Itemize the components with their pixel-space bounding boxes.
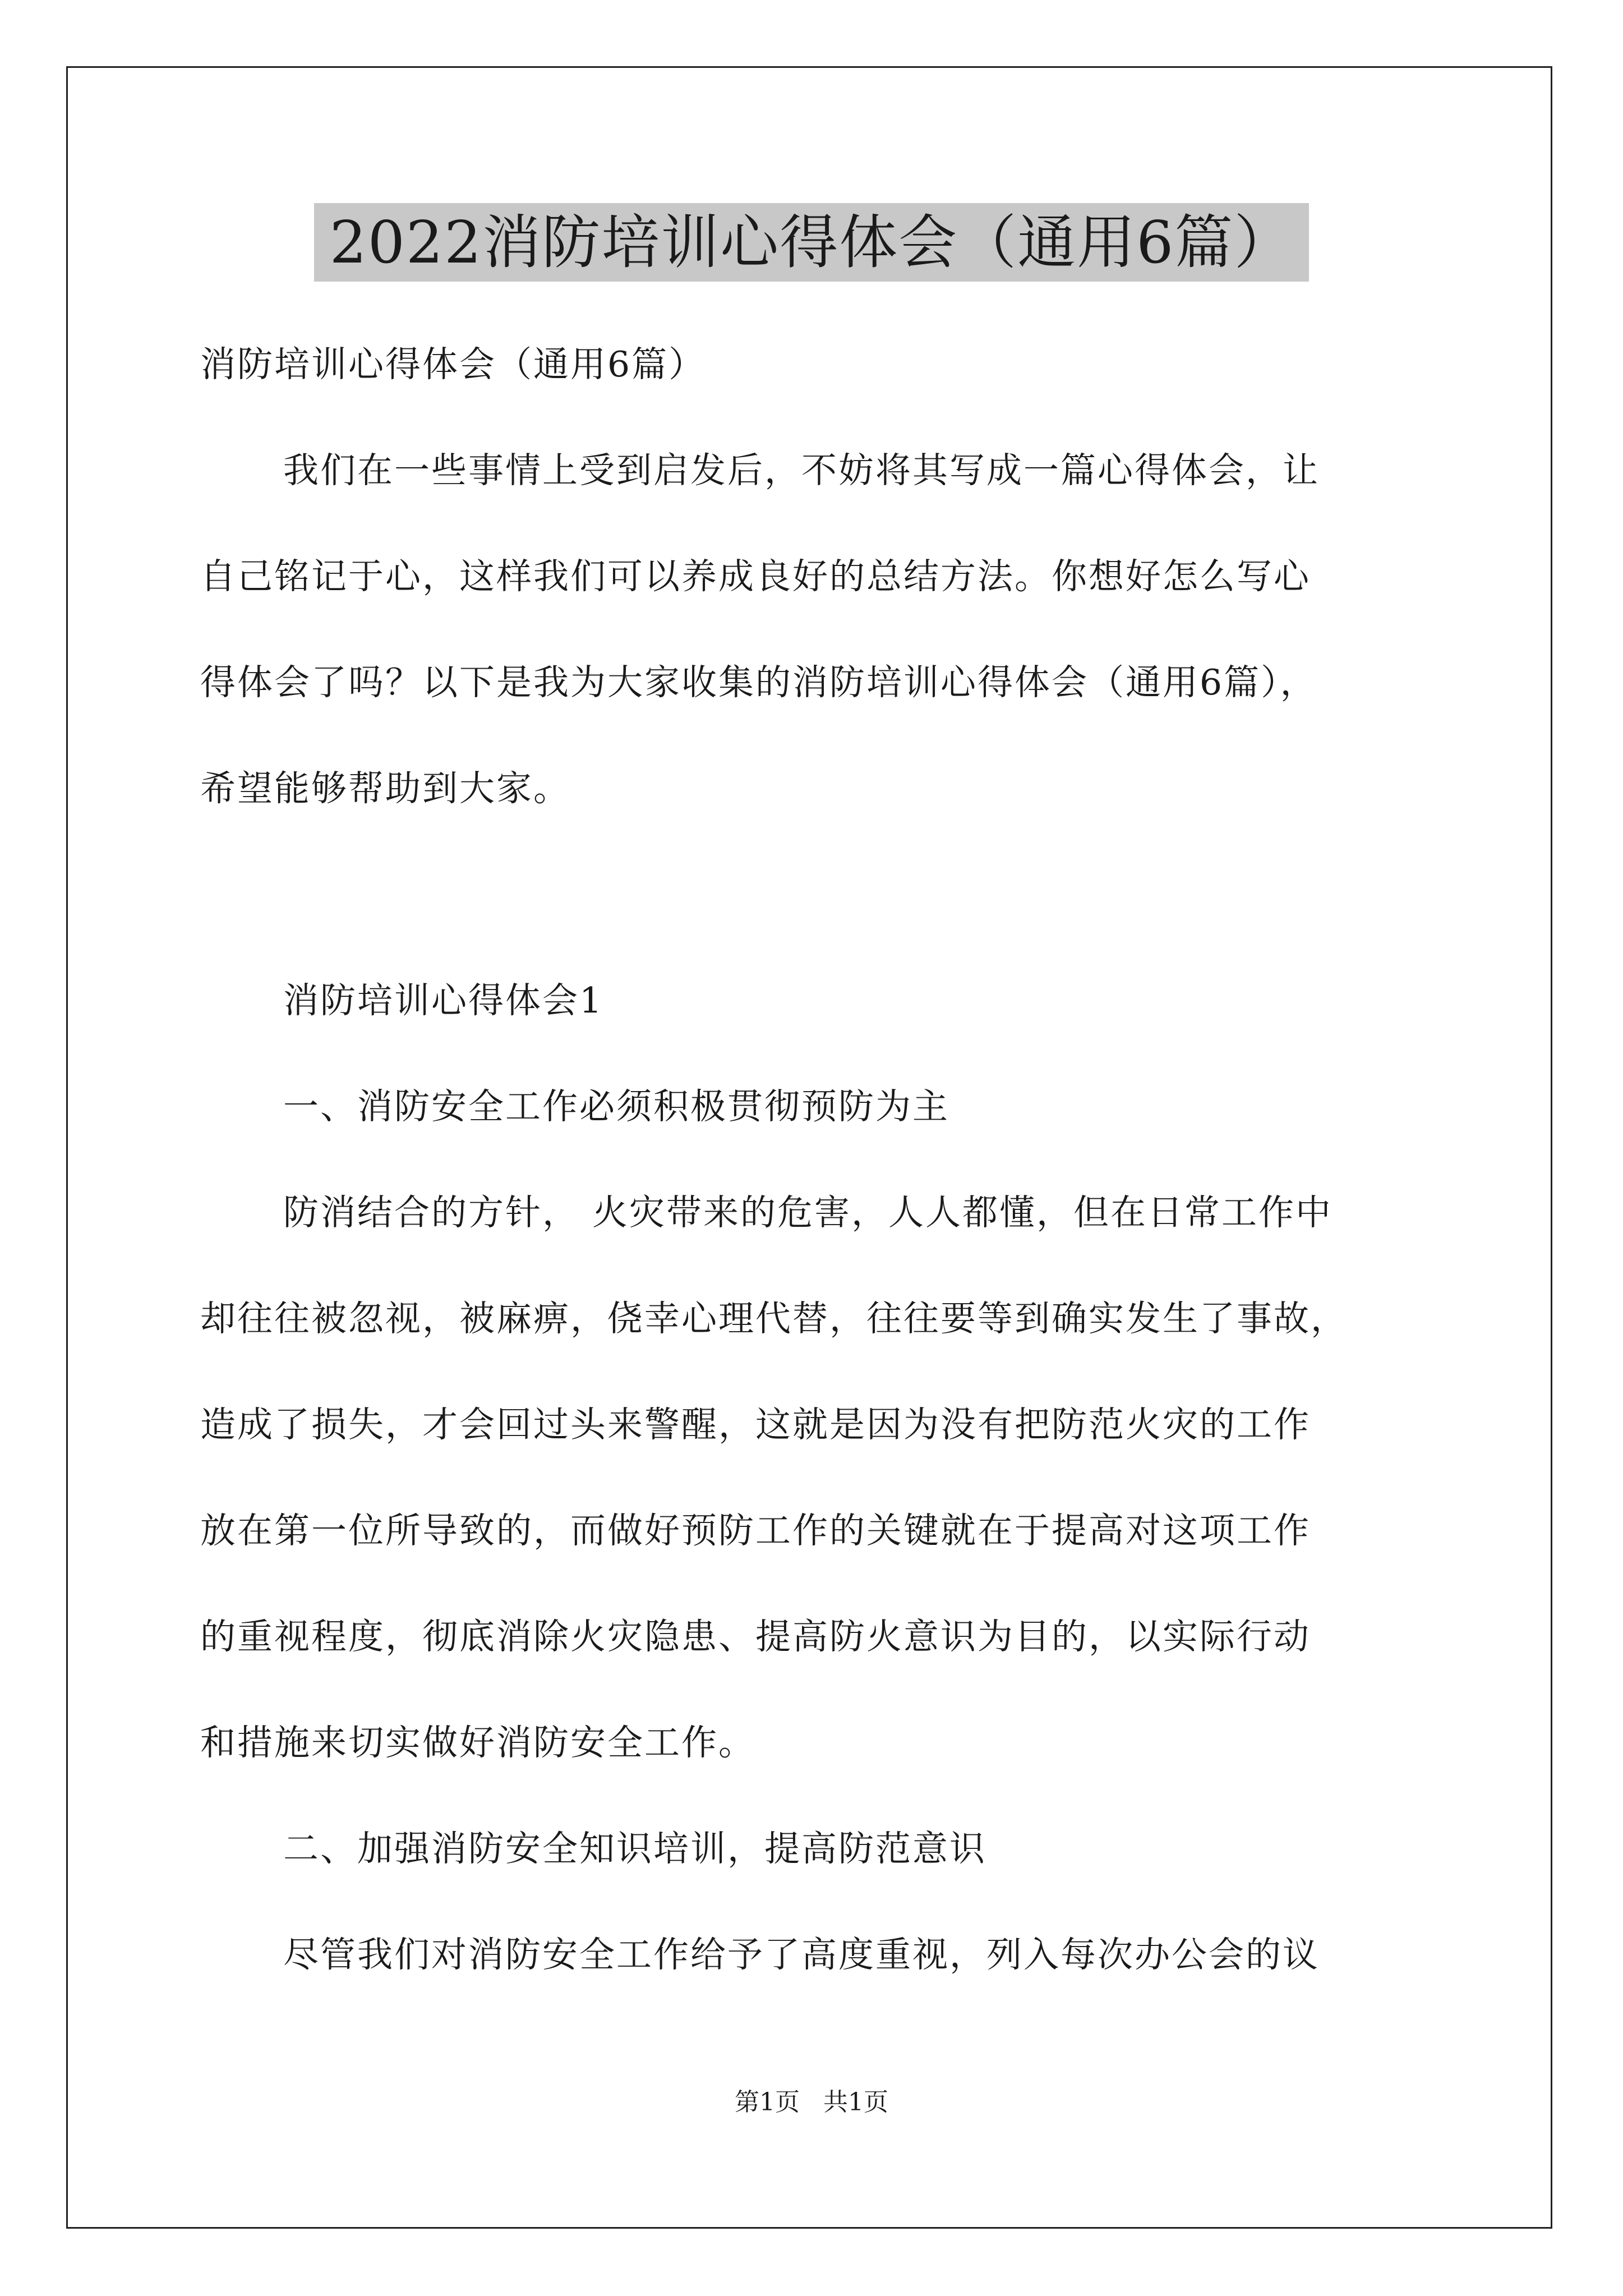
page-footer: 第1页 共1页 xyxy=(735,2088,888,2116)
point1-line: 造成了损失，才会回过头来警醒，这就是因为没有把防范火灾的工作 xyxy=(200,1404,1311,1445)
intro-line: 自己铭记于心，这样我们可以养成良好的总结方法。你想好怎么写心 xyxy=(200,556,1311,597)
title-wrap xyxy=(0,203,1623,282)
point2-line: 尽管我们对消防安全工作给予了高度重视，列入每次办公会的议 xyxy=(283,1934,1320,1975)
document-subtitle: 消防培训心得体会（通用6篇） xyxy=(200,344,706,385)
paragraph-gap xyxy=(200,841,1456,947)
section-heading: 消防培训心得体会1 xyxy=(283,980,604,1021)
point1-line: 防消结合的方针， 火灾带来的危害，人人都懂，但在日常工作中 xyxy=(283,1192,1333,1233)
document-body xyxy=(200,311,1456,2008)
intro-line: 我们在一些事情上受到启发后，不妨将其写成一篇心得体会，让 xyxy=(283,450,1320,491)
intro-line: 希望能够帮助到大家。 xyxy=(200,768,570,809)
point1-line: 和措施来切实做好消防安全工作。 xyxy=(200,1722,755,1763)
intro-line: 得体会了吗？以下是我为大家收集的消防培训心得体会（通用6篇）， xyxy=(200,662,1317,703)
point1-heading: 一、消防安全工作必须积极贯彻预防为主 xyxy=(283,1086,949,1127)
point1-line: 的重视程度，彻底消除火灾隐患、提高防火意识为目的，以实际行动 xyxy=(200,1616,1311,1657)
point1-line: 放在第一位所导致的，而做好预防工作的关键就在于提高对这项工作 xyxy=(200,1510,1311,1551)
point2-heading: 二、加强消防安全知识培训，提高防范意识 xyxy=(283,1828,986,1869)
point1-line: 却往往被忽视，被麻痹，侥幸心理代替，往往要等到确实发生了事故， xyxy=(200,1298,1348,1339)
document-title: 2022消防培训心得体会（通用6篇） xyxy=(314,203,1310,282)
